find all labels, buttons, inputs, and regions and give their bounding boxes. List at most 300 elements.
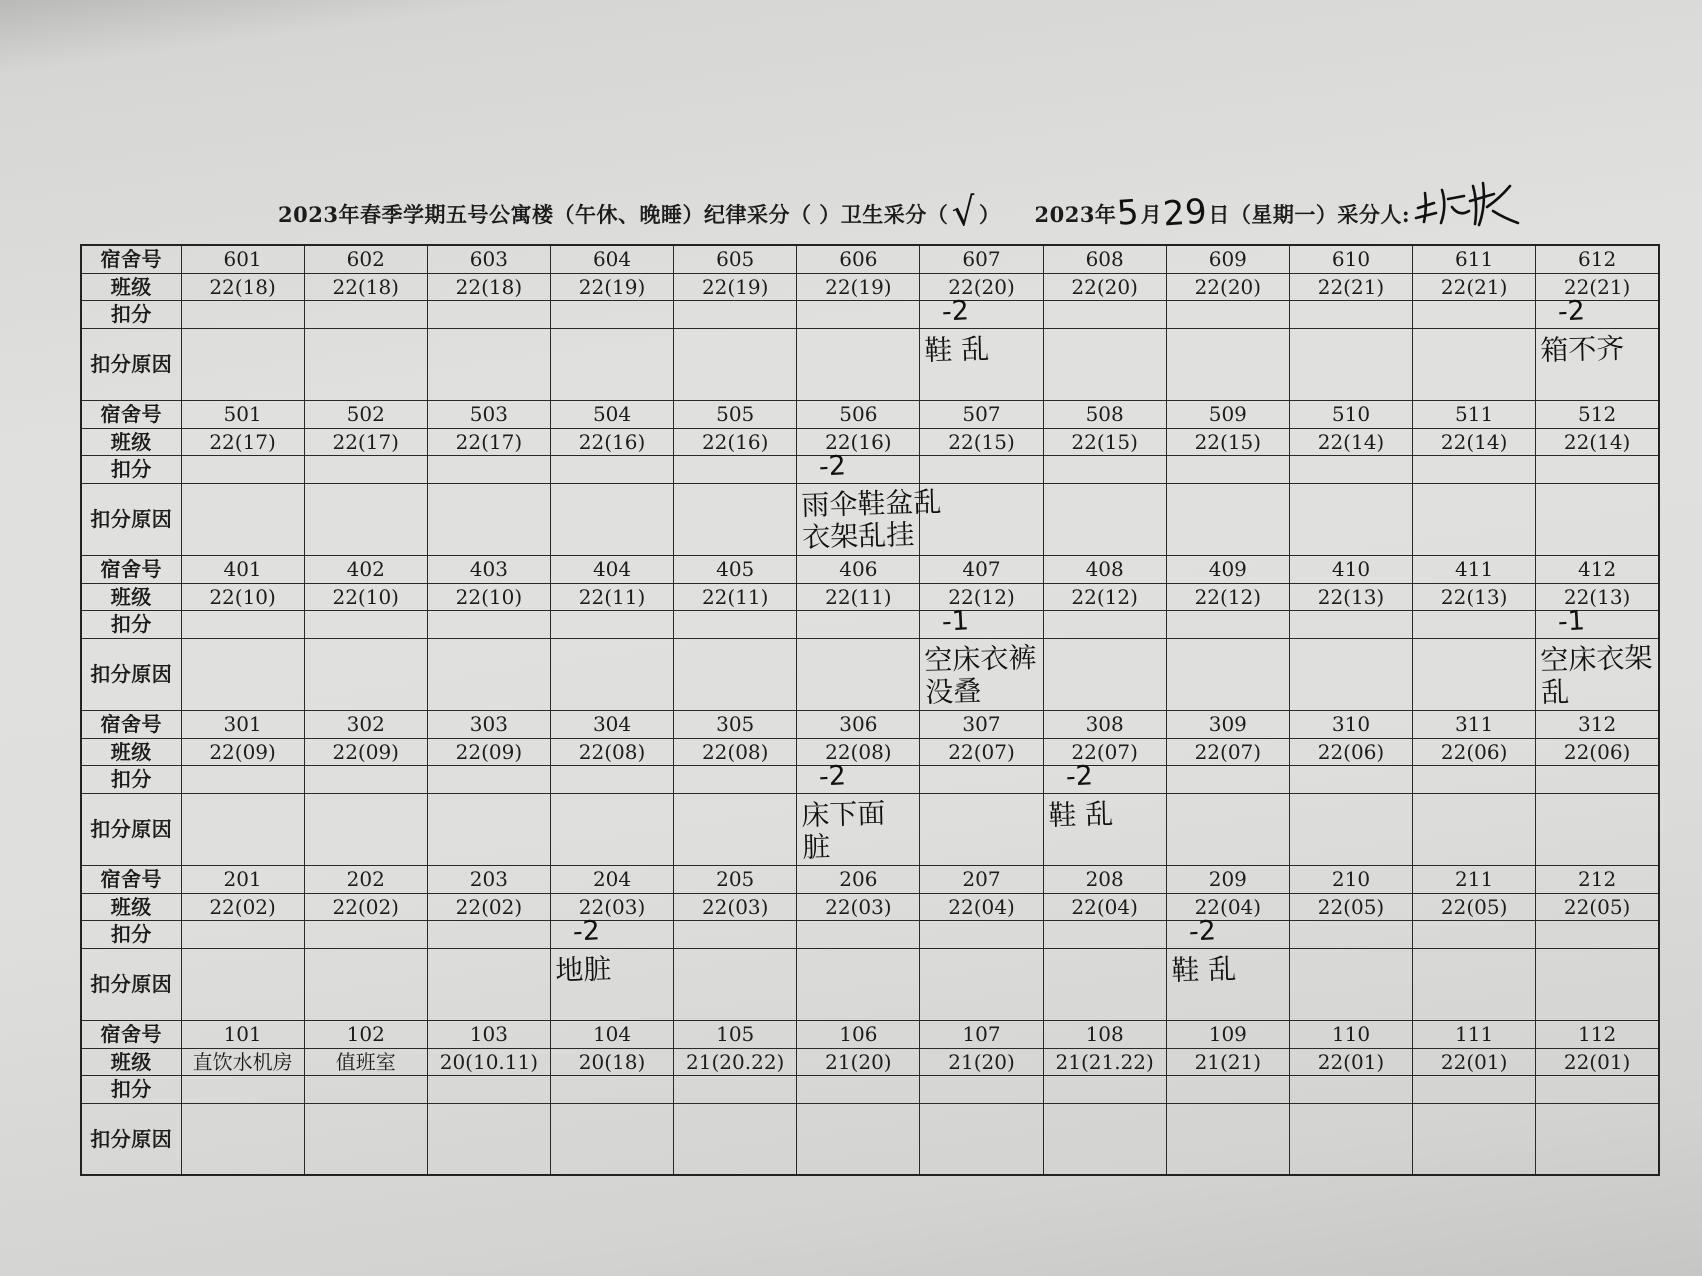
room-number-cell: 202 <box>304 865 427 893</box>
inspection-table-body <box>81 245 1659 1175</box>
class-cell: 22(04) <box>1043 893 1166 920</box>
deduction-reason-cell <box>1043 1103 1166 1175</box>
deduction-reason-cell <box>304 328 427 400</box>
deduction-reason-cell <box>920 328 1043 400</box>
deduction-reason-cell <box>1536 483 1659 555</box>
label-deduction: 扣分 <box>81 300 181 328</box>
deduction-cell <box>304 455 427 483</box>
class-cell: 22(09) <box>181 738 304 765</box>
deduction-row <box>81 920 1659 948</box>
label-room-number: 宿舍号 <box>81 555 181 583</box>
deduction-reason-cell <box>1289 638 1412 710</box>
deduction-cell <box>1166 914 1289 948</box>
class-cell: 22(06) <box>1536 738 1659 765</box>
room-number-cell: 209 <box>1166 865 1289 893</box>
class-cell: 22(11) <box>674 583 797 610</box>
deduction-reason-cell <box>797 638 920 710</box>
handwritten-reason-line: 鞋 乱 <box>924 331 991 367</box>
class-cell: 22(19) <box>550 273 673 300</box>
handwritten-deduction: -2 <box>572 914 601 948</box>
class-cell: 22(12) <box>1166 583 1289 610</box>
class-cell: 21(21) <box>1166 1048 1289 1075</box>
room-number-cell: 508 <box>1043 400 1166 428</box>
room-number-cell: 601 <box>181 245 304 273</box>
label-room-number: 宿舍号 <box>81 400 181 428</box>
room-number-cell: 501 <box>181 400 304 428</box>
room-number-row <box>81 1020 1659 1048</box>
label-deduction-reason: 扣分原因 <box>81 483 181 555</box>
room-number-cell: 409 <box>1166 555 1289 583</box>
room-number-cell: 312 <box>1536 710 1659 738</box>
class-cell: 22(09) <box>304 738 427 765</box>
class-cell: 22(02) <box>427 893 550 920</box>
label-deduction: 扣分 <box>81 920 181 948</box>
deduction-reason-cell <box>550 638 673 710</box>
label-deduction: 扣分 <box>81 610 181 638</box>
room-number-cell: 302 <box>304 710 427 738</box>
label-deduction-reason: 扣分原因 <box>81 793 181 865</box>
deduction-reason-cell <box>1043 638 1166 710</box>
handwritten-reason <box>1048 798 1114 832</box>
room-number-cell: 109 <box>1166 1020 1289 1048</box>
deduction-cell <box>797 300 920 328</box>
deduction-cell <box>427 300 550 328</box>
room-number-cell: 608 <box>1043 245 1166 273</box>
deduction-reason-cell <box>1413 793 1536 865</box>
room-number-cell: 110 <box>1289 1020 1412 1048</box>
deduction-reason-cell <box>1043 948 1166 1020</box>
deduction-reason-cell <box>550 483 673 555</box>
deduction-cell <box>1413 765 1536 793</box>
deduction-cell <box>1413 1075 1536 1103</box>
room-number-cell: 607 <box>920 245 1043 273</box>
deduction-cell <box>797 920 920 948</box>
label-room-number: 宿舍号 <box>81 710 181 738</box>
handwritten-reason-line: 衣架乱挂 <box>802 517 915 554</box>
deduction-cell <box>1413 920 1536 948</box>
deduction-reason-cell <box>181 328 304 400</box>
deduction-reason-cell <box>427 793 550 865</box>
deduction-reason-cell <box>1413 328 1536 400</box>
class-cell: 22(14) <box>1413 428 1536 455</box>
deduction-reason-cell <box>920 638 1043 710</box>
deduction-reason-cell <box>181 948 304 1020</box>
room-number-cell: 206 <box>797 865 920 893</box>
deduction-reason-cell <box>1166 793 1289 865</box>
label-deduction-reason: 扣分原因 <box>81 1103 181 1175</box>
class-cell: 22(08) <box>550 738 673 765</box>
title-main-text: 2023年春季学期五号公寓楼（午休、晚睡）纪律采分（ ）卫生采分（ <box>278 202 949 227</box>
class-cell: 22(12) <box>1043 583 1166 610</box>
deduction-cell <box>550 914 673 948</box>
class-cell: 22(15) <box>920 428 1043 455</box>
room-number-cell: 603 <box>427 245 550 273</box>
class-row <box>81 738 1659 765</box>
class-cell: 22(06) <box>1413 738 1536 765</box>
room-number-row <box>81 865 1659 893</box>
deduction-reason-row <box>81 483 1659 555</box>
deduction-cell <box>1536 294 1659 328</box>
deduction-reason-cell <box>1536 328 1659 400</box>
handwritten-deduction: -2 <box>1064 759 1094 793</box>
deduction-reason-cell <box>1043 328 1166 400</box>
handwritten-deduction: -2 <box>941 294 971 328</box>
handwritten-deduction: -2 <box>818 449 847 483</box>
deduction-cell <box>550 765 673 793</box>
class-cell: 22(20) <box>920 273 1043 300</box>
deduction-cell <box>1166 765 1289 793</box>
deduction-cell <box>304 765 427 793</box>
deduction-reason-row <box>81 328 1659 400</box>
deduction-cell <box>427 455 550 483</box>
room-number-cell: 402 <box>304 555 427 583</box>
class-cell: 22(18) <box>304 273 427 300</box>
deduction-cell <box>920 455 1043 483</box>
date-day-handwritten: 29 <box>1161 191 1209 235</box>
class-cell: 22(13) <box>1289 583 1412 610</box>
class-cell: 22(09) <box>427 738 550 765</box>
room-number-cell: 405 <box>674 555 797 583</box>
deduction-cell <box>181 610 304 638</box>
deduction-cell <box>181 300 304 328</box>
room-number-cell: 306 <box>797 710 920 738</box>
class-cell: 22(04) <box>1166 893 1289 920</box>
class-cell: 22(18) <box>427 273 550 300</box>
deduction-reason-cell <box>1536 638 1659 710</box>
inspection-table <box>80 244 1660 1176</box>
deduction-cell <box>674 455 797 483</box>
class-cell: 22(15) <box>1043 428 1166 455</box>
class-cell: 22(16) <box>550 428 673 455</box>
class-cell: 20(10.11) <box>427 1048 550 1075</box>
room-number-cell: 503 <box>427 400 550 428</box>
deduction-cell <box>1413 455 1536 483</box>
deduction-reason-cell <box>1289 483 1412 555</box>
class-cell: 22(14) <box>1289 428 1412 455</box>
handwritten-reason <box>924 333 990 367</box>
deduction-reason-cell <box>920 1103 1043 1175</box>
deduction-reason-row <box>81 638 1659 710</box>
deduction-reason-cell <box>427 328 550 400</box>
deduction-cell <box>304 610 427 638</box>
date-month-handwritten: 5 <box>1116 192 1141 234</box>
room-number-cell: 610 <box>1289 245 1412 273</box>
deduction-cell <box>1289 765 1412 793</box>
label-class: 班级 <box>81 893 181 920</box>
label-deduction: 扣分 <box>81 455 181 483</box>
deduction-reason-cell <box>181 483 304 555</box>
deduction-reason-cell <box>674 793 797 865</box>
class-cell: 22(20) <box>1166 273 1289 300</box>
class-cell: 22(03) <box>797 893 920 920</box>
deduction-cell <box>674 920 797 948</box>
deduction-reason-cell <box>1413 948 1536 1020</box>
room-number-cell: 606 <box>797 245 920 273</box>
deduction-row <box>81 300 1659 328</box>
room-number-cell: 303 <box>427 710 550 738</box>
deduction-cell <box>1536 1075 1659 1103</box>
class-cell: 22(04) <box>920 893 1043 920</box>
handwritten-reason <box>1171 953 1237 987</box>
deduction-cell <box>427 920 550 948</box>
handwritten-reason <box>801 486 943 554</box>
deduction-cell <box>674 610 797 638</box>
handwritten-reason-line: 空床衣架 <box>1540 640 1654 677</box>
deduction-cell <box>181 455 304 483</box>
handwritten-reason-line: 箱不齐 <box>1540 331 1626 367</box>
deduction-reason-cell <box>304 948 427 1020</box>
deduction-cell <box>1166 455 1289 483</box>
deduction-cell <box>550 1075 673 1103</box>
room-number-cell: 104 <box>550 1020 673 1048</box>
handwritten-reason-line: 鞋 乱 <box>1047 796 1114 832</box>
room-number-cell: 609 <box>1166 245 1289 273</box>
deduction-reason-cell <box>1289 1103 1412 1175</box>
deduction-reason-cell <box>1536 948 1659 1020</box>
room-number-cell: 512 <box>1536 400 1659 428</box>
room-number-cell: 211 <box>1413 865 1536 893</box>
deduction-cell <box>1536 604 1659 638</box>
handwritten-reason-line: 脏 <box>802 829 831 864</box>
deduction-reason-cell <box>797 483 943 555</box>
deduction-cell <box>1536 920 1659 948</box>
class-cell: 22(03) <box>674 893 797 920</box>
class-cell: 20(18) <box>550 1048 673 1075</box>
class-cell: 22(19) <box>797 273 920 300</box>
class-cell: 21(20) <box>797 1048 920 1075</box>
deduction-row <box>81 765 1659 793</box>
class-row <box>81 1048 1659 1075</box>
room-number-cell: 602 <box>304 245 427 273</box>
class-cell: 22(21) <box>1289 273 1412 300</box>
room-number-cell: 308 <box>1043 710 1166 738</box>
deduction-reason-row <box>81 1103 1659 1175</box>
room-number-cell: 612 <box>1536 245 1659 273</box>
class-cell: 22(14) <box>1536 428 1659 455</box>
room-number-cell: 412 <box>1536 555 1659 583</box>
deduction-cell <box>427 765 550 793</box>
handwritten-reason <box>1540 332 1625 366</box>
deduction-cell <box>1536 455 1659 483</box>
room-number-cell: 408 <box>1043 555 1166 583</box>
date-suffix: 日（星期一）采分人: <box>1208 202 1411 227</box>
deduction-cell <box>181 765 304 793</box>
handwritten-reason-line: 鞋 乱 <box>1170 951 1237 987</box>
deduction-cell <box>550 610 673 638</box>
room-number-cell: 407 <box>920 555 1043 583</box>
handwritten-reason-line: 乱 <box>1541 674 1570 709</box>
room-number-cell: 305 <box>674 710 797 738</box>
deduction-cell <box>1166 1075 1289 1103</box>
handwritten-deduction: -2 <box>818 759 847 793</box>
deduction-cell <box>1166 610 1289 638</box>
class-row <box>81 583 1659 610</box>
deduction-cell <box>920 604 1043 638</box>
hygiene-check-mark: √ <box>950 188 980 236</box>
class-cell: 22(05) <box>1413 893 1536 920</box>
deduction-reason-cell <box>797 1103 920 1175</box>
deduction-cell <box>1043 455 1166 483</box>
title-close-paren: ） <box>978 202 1001 227</box>
deduction-reason-cell <box>427 638 550 710</box>
class-cell: 22(01) <box>1289 1048 1412 1075</box>
room-number-cell: 410 <box>1289 555 1412 583</box>
deduction-reason-cell <box>1413 483 1536 555</box>
form-title <box>278 176 1524 236</box>
class-cell: 22(11) <box>550 583 673 610</box>
handwritten-reason-line: 空床衣裤 <box>924 640 1038 677</box>
room-number-cell: 207 <box>920 865 1043 893</box>
room-number-row <box>81 245 1659 273</box>
room-number-cell: 304 <box>550 710 673 738</box>
handwritten-reason-line: 没叠 <box>925 674 983 709</box>
class-cell: 22(06) <box>1289 738 1412 765</box>
room-number-cell: 307 <box>920 710 1043 738</box>
room-number-cell: 204 <box>550 865 673 893</box>
room-number-cell: 507 <box>920 400 1043 428</box>
room-number-cell: 509 <box>1166 400 1289 428</box>
class-cell: 22(10) <box>304 583 427 610</box>
deduction-reason-cell <box>181 1103 304 1175</box>
room-number-cell: 205 <box>674 865 797 893</box>
room-number-cell: 505 <box>674 400 797 428</box>
deduction-reason-cell <box>1536 1103 1659 1175</box>
handwritten-deduction: -1 <box>941 604 971 638</box>
deduction-cell <box>1289 1075 1412 1103</box>
class-row <box>81 273 1659 300</box>
deduction-reason-cell <box>304 1103 427 1175</box>
deduction-reason-cell <box>1043 483 1166 555</box>
class-cell: 21(20) <box>920 1048 1043 1075</box>
label-room-number: 宿舍号 <box>81 1020 181 1048</box>
class-cell: 22(03) <box>550 893 673 920</box>
deduction-reason-cell <box>427 1103 550 1175</box>
deduction-cell <box>1289 455 1412 483</box>
deduction-row <box>81 610 1659 638</box>
deduction-cell <box>181 920 304 948</box>
class-cell: 22(17) <box>181 428 304 455</box>
label-deduction-reason: 扣分原因 <box>81 638 181 710</box>
label-class: 班级 <box>81 738 181 765</box>
class-cell: 22(05) <box>1536 893 1659 920</box>
room-number-cell: 108 <box>1043 1020 1166 1048</box>
deduction-cell <box>920 1075 1043 1103</box>
room-number-cell: 102 <box>304 1020 427 1048</box>
deduction-reason-cell <box>674 483 797 555</box>
deduction-row <box>81 1075 1659 1103</box>
handwritten-reason <box>801 797 887 863</box>
class-cell: 22(01) <box>1413 1048 1536 1075</box>
room-number-cell: 605 <box>674 245 797 273</box>
deduction-reason-cell <box>797 948 920 1020</box>
room-number-cell: 411 <box>1413 555 1536 583</box>
deduction-reason-row <box>81 948 1659 1020</box>
deduction-cell <box>674 300 797 328</box>
class-cell: 22(13) <box>1536 583 1659 610</box>
handwritten-deduction: -2 <box>1557 294 1586 328</box>
deduction-reason-cell <box>1289 948 1412 1020</box>
label-deduction-reason: 扣分原因 <box>81 948 181 1020</box>
class-cell: 22(17) <box>427 428 550 455</box>
handwritten-reason-line: 雨伞鞋盆乱 <box>801 484 943 522</box>
deduction-reason-cell <box>797 328 920 400</box>
deduction-reason-cell <box>427 948 550 1020</box>
class-cell: 22(15) <box>1166 428 1289 455</box>
class-cell: 22(12) <box>920 583 1043 610</box>
deduction-reason-cell <box>304 483 427 555</box>
room-number-cell: 401 <box>181 555 304 583</box>
deduction-reason-cell <box>1289 328 1412 400</box>
room-number-cell: 106 <box>797 1020 920 1048</box>
room-number-cell: 611 <box>1413 245 1536 273</box>
room-number-cell: 208 <box>1043 865 1166 893</box>
deduction-cell <box>1166 300 1289 328</box>
deduction-reason-cell <box>674 638 797 710</box>
deduction-cell <box>920 765 1043 793</box>
deduction-reason-cell <box>1166 638 1289 710</box>
label-class: 班级 <box>81 1048 181 1075</box>
deduction-reason-cell <box>1289 793 1412 865</box>
room-number-cell: 311 <box>1413 710 1536 738</box>
room-number-cell: 604 <box>550 245 673 273</box>
deduction-cell <box>1043 920 1166 948</box>
class-cell: 22(11) <box>797 583 920 610</box>
deduction-reason-cell <box>181 638 304 710</box>
room-number-cell: 112 <box>1536 1020 1659 1048</box>
deduction-cell <box>304 920 427 948</box>
label-room-number: 宿舍号 <box>81 865 181 893</box>
deduction-reason-row <box>81 793 1659 865</box>
room-number-cell: 504 <box>550 400 673 428</box>
deduction-reason-cell <box>427 483 550 555</box>
deduction-reason-cell <box>674 1103 797 1175</box>
deduction-reason-cell <box>674 328 797 400</box>
class-cell: 22(20) <box>1043 273 1166 300</box>
room-number-cell: 210 <box>1289 865 1412 893</box>
room-number-cell: 309 <box>1166 710 1289 738</box>
class-cell: 22(07) <box>1043 738 1166 765</box>
room-number-cell: 310 <box>1289 710 1412 738</box>
room-number-row <box>81 710 1659 738</box>
deduction-reason-cell <box>1043 793 1166 865</box>
deduction-cell <box>181 1075 304 1103</box>
handwritten-reason-line: 床下面 <box>801 796 887 832</box>
deduction-reason-cell <box>1166 1103 1289 1175</box>
room-number-cell: 105 <box>674 1020 797 1048</box>
deduction-cell <box>1413 300 1536 328</box>
handwritten-deduction: -1 <box>1557 604 1586 638</box>
deduction-reason-cell <box>1536 793 1659 865</box>
deduction-reason-cell <box>797 793 920 865</box>
label-room-number: 宿舍号 <box>81 245 181 273</box>
label-deduction: 扣分 <box>81 765 181 793</box>
class-cell: 22(13) <box>1413 583 1536 610</box>
room-number-cell: 101 <box>181 1020 304 1048</box>
deduction-reason-cell <box>181 793 304 865</box>
deduction-cell <box>797 610 920 638</box>
class-cell: 22(17) <box>304 428 427 455</box>
deduction-reason-cell <box>920 793 1043 865</box>
room-number-cell: 406 <box>797 555 920 583</box>
class-cell: 22(18) <box>181 273 304 300</box>
deduction-cell <box>550 300 673 328</box>
deduction-reason-cell <box>550 328 673 400</box>
deduction-cell <box>674 1075 797 1103</box>
deduction-reason-cell <box>304 638 427 710</box>
class-cell: 22(07) <box>1166 738 1289 765</box>
deduction-reason-cell <box>550 1103 673 1175</box>
room-number-cell: 404 <box>550 555 673 583</box>
